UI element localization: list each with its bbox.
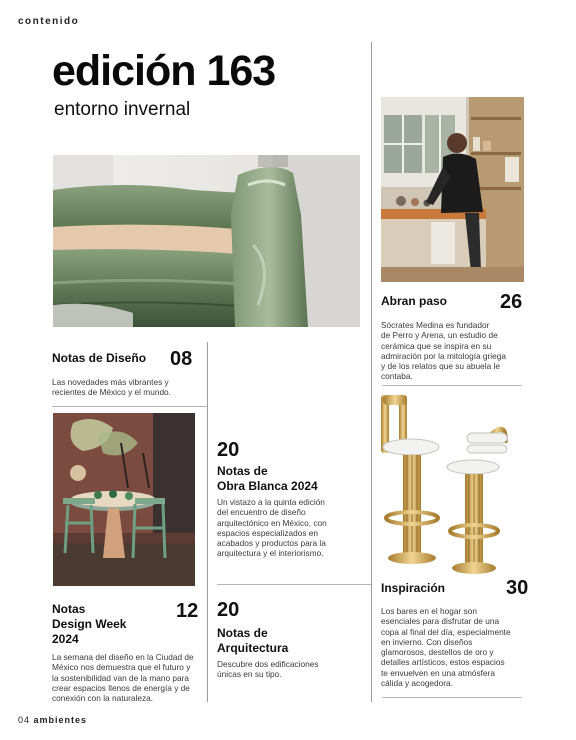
desc-line: Descubre dos edificaciones — [217, 659, 319, 669]
design-week-title[interactable] — [52, 602, 126, 647]
design-week-photo[interactable] — [53, 413, 195, 586]
desc-line: de Perro y Arena, un estudio de — [381, 330, 498, 341]
bar-stools-illustration — [381, 393, 524, 583]
row-divider-right-bottom — [382, 697, 522, 698]
desc-line: crear espacios llenos de energía y de — [52, 682, 190, 693]
desc-line: recientes de México y el mundo. — [52, 387, 171, 398]
abran-paso-page: 26 — [500, 291, 523, 313]
desc-line: Un vistazo a la quinta edición — [217, 497, 325, 507]
desc-line: del encuentro de diseño — [217, 507, 306, 518]
desc-line: cálida y acogedora. — [381, 678, 453, 689]
desc-line: y de los relatos que su abuela le — [381, 361, 501, 372]
inspiracion-title[interactable]: Inspiración — [381, 581, 446, 595]
edition-title: edición 163 — [52, 47, 276, 95]
column-divider-right — [371, 42, 372, 702]
desc-line: arquitectura y el interiorismo. — [217, 548, 324, 559]
obra-blanca-description — [217, 497, 327, 559]
desc-line: la sostenibilidad van de la mano para — [52, 672, 189, 683]
abran-paso-description — [381, 320, 506, 382]
sofa-illustration — [53, 155, 360, 327]
desc-line: glamorosos, destellos de oro y — [381, 647, 494, 658]
row-divider-center — [217, 584, 371, 585]
desc-line: Las novedades más vibrantes y — [52, 377, 169, 387]
ceramist-photo[interactable] — [381, 97, 524, 282]
footer-brand: ambientes — [33, 715, 88, 725]
desc-line: cerámica que se inspira en su — [381, 340, 492, 351]
desc-line: México nos demuestra que el futuro y — [52, 662, 191, 673]
desc-line: acabados y productos para la — [217, 538, 326, 549]
desc-line: esenciales para disfrutar de una — [381, 616, 500, 627]
obra-blanca-page: 20 — [217, 439, 240, 461]
obra-blanca-title[interactable] — [217, 464, 318, 494]
title-line: 2024 — [52, 632, 79, 646]
design-week-description — [52, 652, 194, 703]
desc-line: únicas en su tipo. — [217, 669, 282, 680]
bar-stools-photo[interactable] — [381, 393, 524, 583]
title-line: Arquitectura — [217, 641, 289, 655]
ceramist-illustration — [381, 97, 524, 282]
footer-page-number: 04 — [18, 715, 31, 725]
title-line: Notas de — [217, 464, 268, 478]
inspiracion-description — [381, 606, 511, 688]
design-week-page: 12 — [176, 600, 199, 622]
desc-line: contaba. — [381, 371, 413, 382]
title-line: Obra Blanca 2024 — [217, 479, 318, 493]
title-line: Notas — [52, 602, 86, 616]
title-line: Design Week — [52, 617, 127, 631]
desc-line: detalles artísticos, estos espacios — [381, 657, 505, 668]
arquitectura-description — [217, 659, 318, 680]
notas-diseno-title[interactable]: Notas de Diseño — [52, 351, 147, 365]
desc-line: Los bares en el hogar son — [381, 606, 477, 616]
desc-line: Sócrates Medina es fundador — [381, 320, 490, 330]
desc-line: en invierno. Con diseños — [381, 636, 473, 647]
inspiracion-page: 30 — [506, 577, 529, 599]
row-divider-left — [52, 406, 207, 407]
design-week-illustration — [53, 413, 195, 586]
desc-line: conexión con la naturaleza. — [52, 693, 154, 704]
desc-line: admiración por la mitología griega — [381, 350, 506, 361]
desc-line: copa al final del día, especialmente — [381, 626, 511, 637]
desc-line: La semana del diseño en la Ciudad de — [52, 652, 194, 662]
sofa-photo[interactable] — [53, 155, 360, 327]
abran-paso-title[interactable]: Abran paso — [381, 294, 448, 308]
notas-diseno-description — [52, 377, 171, 398]
desc-line: arquitectónico en México, con — [217, 517, 327, 528]
arquitectura-title[interactable] — [217, 626, 288, 656]
column-divider-center — [207, 342, 208, 702]
row-divider-right-top — [382, 385, 522, 386]
section-label: contenido — [18, 16, 80, 27]
desc-line: te envuelven en una atmósfera — [381, 667, 495, 678]
notas-diseno-page: 08 — [170, 348, 193, 370]
arquitectura-page: 20 — [217, 599, 240, 621]
page-footer — [18, 715, 87, 725]
title-line: Notas de — [217, 626, 268, 640]
edition-subtitle: entorno invernal — [54, 99, 191, 120]
desc-line: espacios especializados en — [217, 527, 319, 538]
